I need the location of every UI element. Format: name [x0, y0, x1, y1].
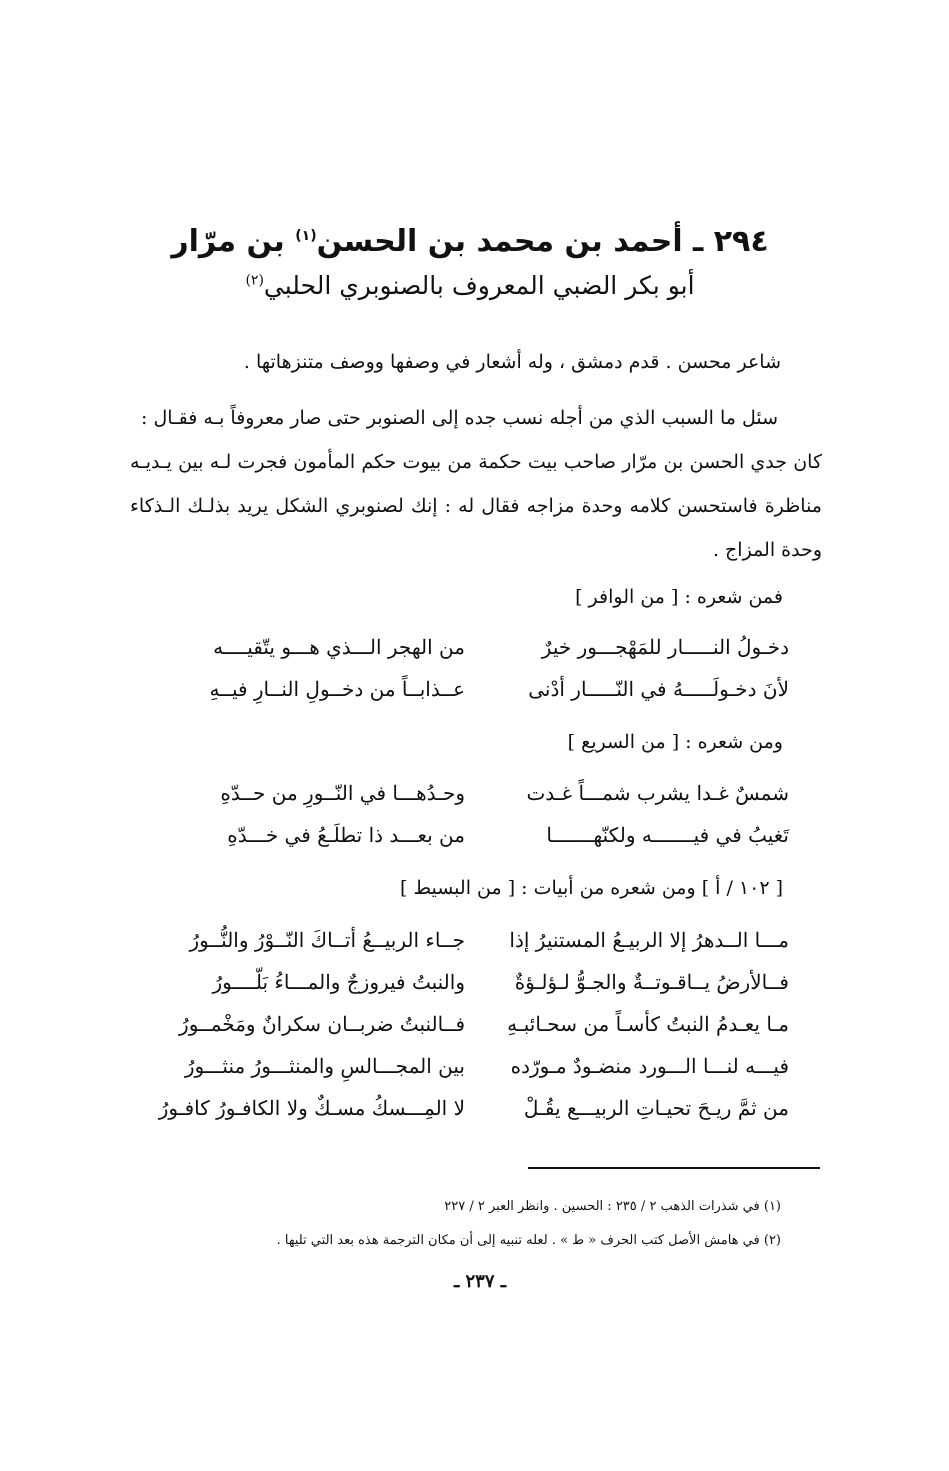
verse-left-hemistich: وحـدُهـــا في النّــورِ من حــدّهِ [220, 781, 465, 805]
footnote-1: (١) في شذرات الذهب ٢ / ٢٣٥ : الحسين . وانظر العبر ٢ / ٢٢٧ [444, 1199, 781, 1214]
poem-intro-3: [ ١٠٢ / أ ] ومن شعره من أبيات : [ من البسيط ] [400, 877, 783, 899]
entry-title [120, 222, 820, 262]
verse-right-hemistich: فيـــه لنـــا الـــورد منضـودٌ مـورّده [510, 1054, 789, 1078]
verse-right-hemistich: شمسٌ غـدا يشرب شمـــاً غـدت [526, 781, 789, 805]
footnote-divider [528, 1167, 820, 1169]
verse-left-hemistich: لا المِـــسكُ مسـكٌ ولا الكافـورُ كافـورُ [158, 1096, 465, 1120]
paragraph-story-rest: كان جدي الحسن بن مرّار صاحب بيت حكمة من بيوت حكم المأمون فجرت لـه بين يـديـه مناظرة فاستحسن كلامه وحدة مزاجه فقال له : إنك لصنوبري الشكل يريد بذلـك الـذكاء وحدة المزاج . [130, 451, 822, 561]
verse-left-hemistich: من الهجر الـــذي هـــو يتّقيــــه [213, 635, 465, 659]
verse-right-hemistich: فــالأرضُ يــاقـوتــةٌ والجـوُّ لـؤلـؤةٌ [514, 970, 789, 994]
footnote-ref-2: (٢) [245, 272, 264, 289]
verse-right-hemistich: مـــا الــدهرُ إلا الربيـعُ المستنيرُ إذا [509, 928, 789, 952]
poem-intro-1: فمن شعره : [ من الوافر ] [575, 586, 783, 608]
verse-right-hemistich: تَغيبُ في فيـــــــه ولكنّهـــــــا [546, 823, 789, 847]
subtitle-text: أبو بكر الضبي المعروف بالصنوبري الحلبي [263, 271, 695, 300]
poem-intro-2: ومن شعره : [ من السريع ] [567, 731, 783, 753]
paragraph-story-first-line: سئل ما السبب الذي من أجله نسب جده إلى الصنوبر حتى صار معروفاً بـه فقـال : [141, 407, 778, 429]
entry-subtitle [120, 268, 820, 304]
footnote-ref-1: (١) [295, 228, 317, 244]
verse-left-hemistich: والنبتُ فيروزجٌ والمـــاءُ بَلّــــورُ [212, 970, 465, 994]
verse-left-hemistich: من بعـــد ذا تطلَـعُ في خـــدّهِ [227, 823, 465, 847]
title-text: ٢٩٤ ـ أحمد بن محمد بن الحسن [316, 224, 769, 259]
verse-right-hemistich: لأنَ دخـولَـــــهُ في النّـــــار أدْنى [528, 677, 789, 701]
verse-right-hemistich: دخـولُ النـــــار للمَهْجـــور خيرٌ [541, 635, 789, 659]
verse-right-hemistich: مـا يعـدمُ النبتُ كأسـاً من سحـائبـهِ [507, 1012, 789, 1036]
verse-right-hemistich: من ثمَّ ريـحَ تحيـاتِ الربيـــع يقُـلْ [523, 1096, 789, 1120]
title-end: بن مرّار [171, 224, 296, 259]
verse-left-hemistich: بين المجـــالسِ والمنثـــورُ منثـــورُ [184, 1054, 465, 1078]
verse-left-hemistich: جــاء الربيــعُ أتــاكَ النّــوْرُ والنُّــورُ [189, 928, 465, 952]
verse-left-hemistich: عــذابــاً من دخــولِ النــارِ فيــهِ [209, 677, 465, 701]
paragraph-intro: شاعر محسن . قدم دمشق ، وله أشعار في وصفها ووصف متنزهاتها . [243, 351, 781, 373]
page-number: ـ ٢٣٧ ـ [453, 1271, 507, 1292]
verse-left-hemistich: فــالنبتُ ضربــان سكرانٌ ومَخْمــورُ [179, 1012, 465, 1036]
paragraph-story [130, 396, 822, 572]
footnote-2: (٢) في هامش الأصل كتب الحرف « ط » . لعله تنبيه إلى أن مكان الترجمة هذه بعد التي تليها . [276, 1233, 781, 1248]
